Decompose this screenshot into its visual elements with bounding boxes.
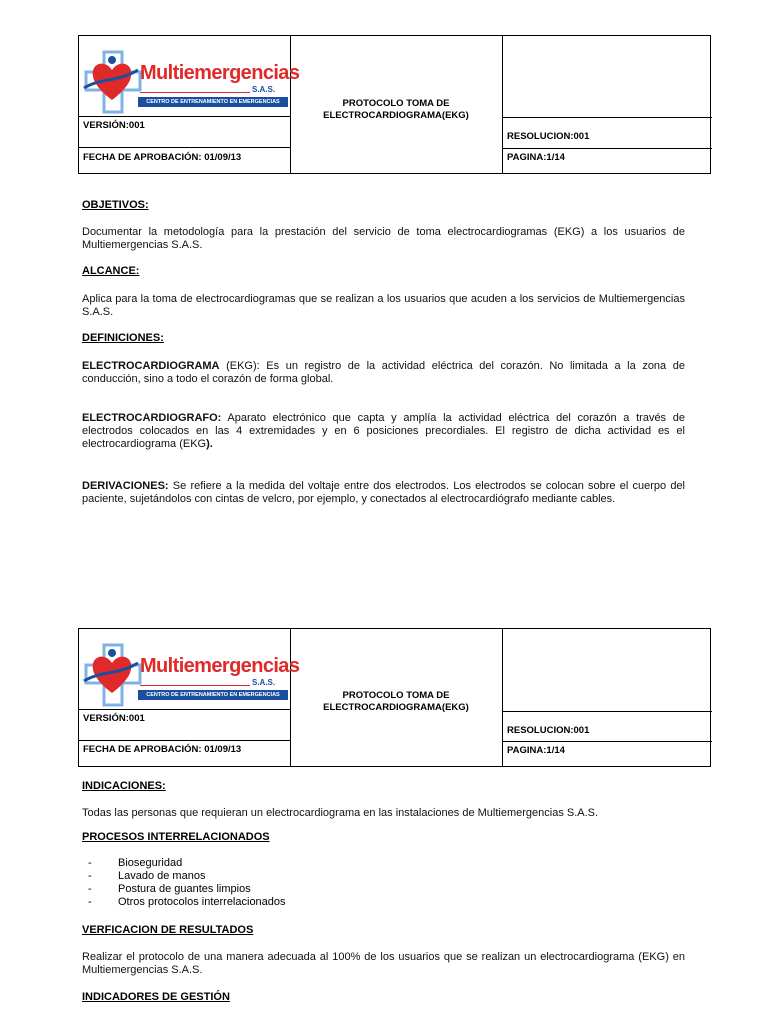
section-alcance: ALCANCE: (82, 265, 140, 277)
multiemergencias-logo (82, 641, 300, 711)
indicaciones-text: Todas las personas que requieran un electrocardiograma en las instalaciones de Multiemergencias S.A.S. (82, 807, 599, 819)
resolution-label: RESOLUCION:001 (507, 131, 590, 142)
section-indicaciones: INDICACIONES: (82, 780, 166, 792)
procesos-list (88, 857, 286, 909)
version-label: VERSIÓN:001 (83, 120, 145, 131)
logo-brand: Multiemergencias (140, 655, 300, 677)
document-title: PROTOCOLO TOMA DE ELECTROCARDIOGRAMA(EKG) (323, 98, 469, 121)
version-label: VERSIÓN:001 (83, 713, 145, 724)
page-number: PAGINA:1/14 (507, 152, 565, 163)
definition-electrocardiograma: ELECTROCARDIOGRAMA (EKG): Es un registro de la actividad eléctrica del corazón. No limitada a la zona de conducción, sino a todo el corazón de forma global. (82, 360, 685, 385)
list-item: - Postura de guantes limpios (88, 883, 251, 895)
list-item: - Bioseguridad (88, 857, 183, 869)
logo-brand: Multiemergencias (140, 62, 300, 84)
section-objetivos: OBJETIVOS: (82, 199, 149, 211)
approval-date: FECHA DE APROBACIÓN: 01/09/13 (83, 744, 242, 755)
multiemergencias-logo (82, 48, 300, 118)
list-item: - Otros protocolos interrelacionados (88, 896, 286, 908)
definition-derivaciones: DERIVACIONES: Se refiere a la medida del voltaje entre dos electrodos. Los electrodos se colocan sobre el cuerpo del paciente, sujetándolos con cintas de velcro, por ejemplo, y conectados al electrocardiógrafo mediante cables. (82, 480, 685, 505)
approval-date: FECHA DE APROBACIÓN: 01/09/13 (83, 152, 242, 163)
logo-tagline: CENTRO DE ENTRENAMIENTO EN EMERGENCIAS (138, 690, 288, 700)
section-definiciones: DEFINICIONES: (82, 332, 164, 344)
alcance-text: Aplica para la toma de electrocardiogramas que se realizan a los usuarios que acuden a los servicios de Multiemergencias S.A.S. (82, 293, 685, 318)
resolution-label: RESOLUCION:001 (507, 725, 590, 736)
section-indicadores: INDICADORES DE GESTIÓN (82, 991, 230, 1003)
objetivos-text: Documentar la metodología para la prestación del servicio de toma electrocardiogramas (EKG) a los usuarios de Multiemergencias S.A.S. (82, 226, 685, 251)
document-title: PROTOCOLO TOMA DE ELECTROCARDIOGRAMA(EKG) (323, 690, 469, 713)
page-number: PAGINA:1/14 (507, 745, 565, 756)
verificacion-text: Realizar el protocolo de una manera adecuada al 100% de los usuarios que se realizan un electrocardiograma (EKG) en Multiemergencias S.A.S. (82, 951, 685, 976)
logo-sas: S.A.S. (252, 85, 276, 94)
definition-electrocardiografo: ELECTROCARDIOGRAFO: Aparato electrónico que capta y amplía la actividad eléctrica del corazón a través de electrodos colocados en las 4 extremidades y en 6 posiciones precordiales. El registro de dicha actividad es el electrocardiograma (EKG). (82, 412, 685, 450)
section-verificacion: VERFICACION DE RESULTADOS (82, 924, 254, 936)
logo-sas: S.A.S. (252, 678, 276, 687)
logo-tagline: CENTRO DE ENTRENAMIENTO EN EMERGENCIAS (138, 97, 288, 107)
section-procesos: PROCESOS INTERRELACIONADOS (82, 831, 270, 843)
document-header-page-2 (78, 628, 711, 767)
document-header (78, 35, 711, 174)
list-item: - Lavado de manos (88, 870, 206, 882)
